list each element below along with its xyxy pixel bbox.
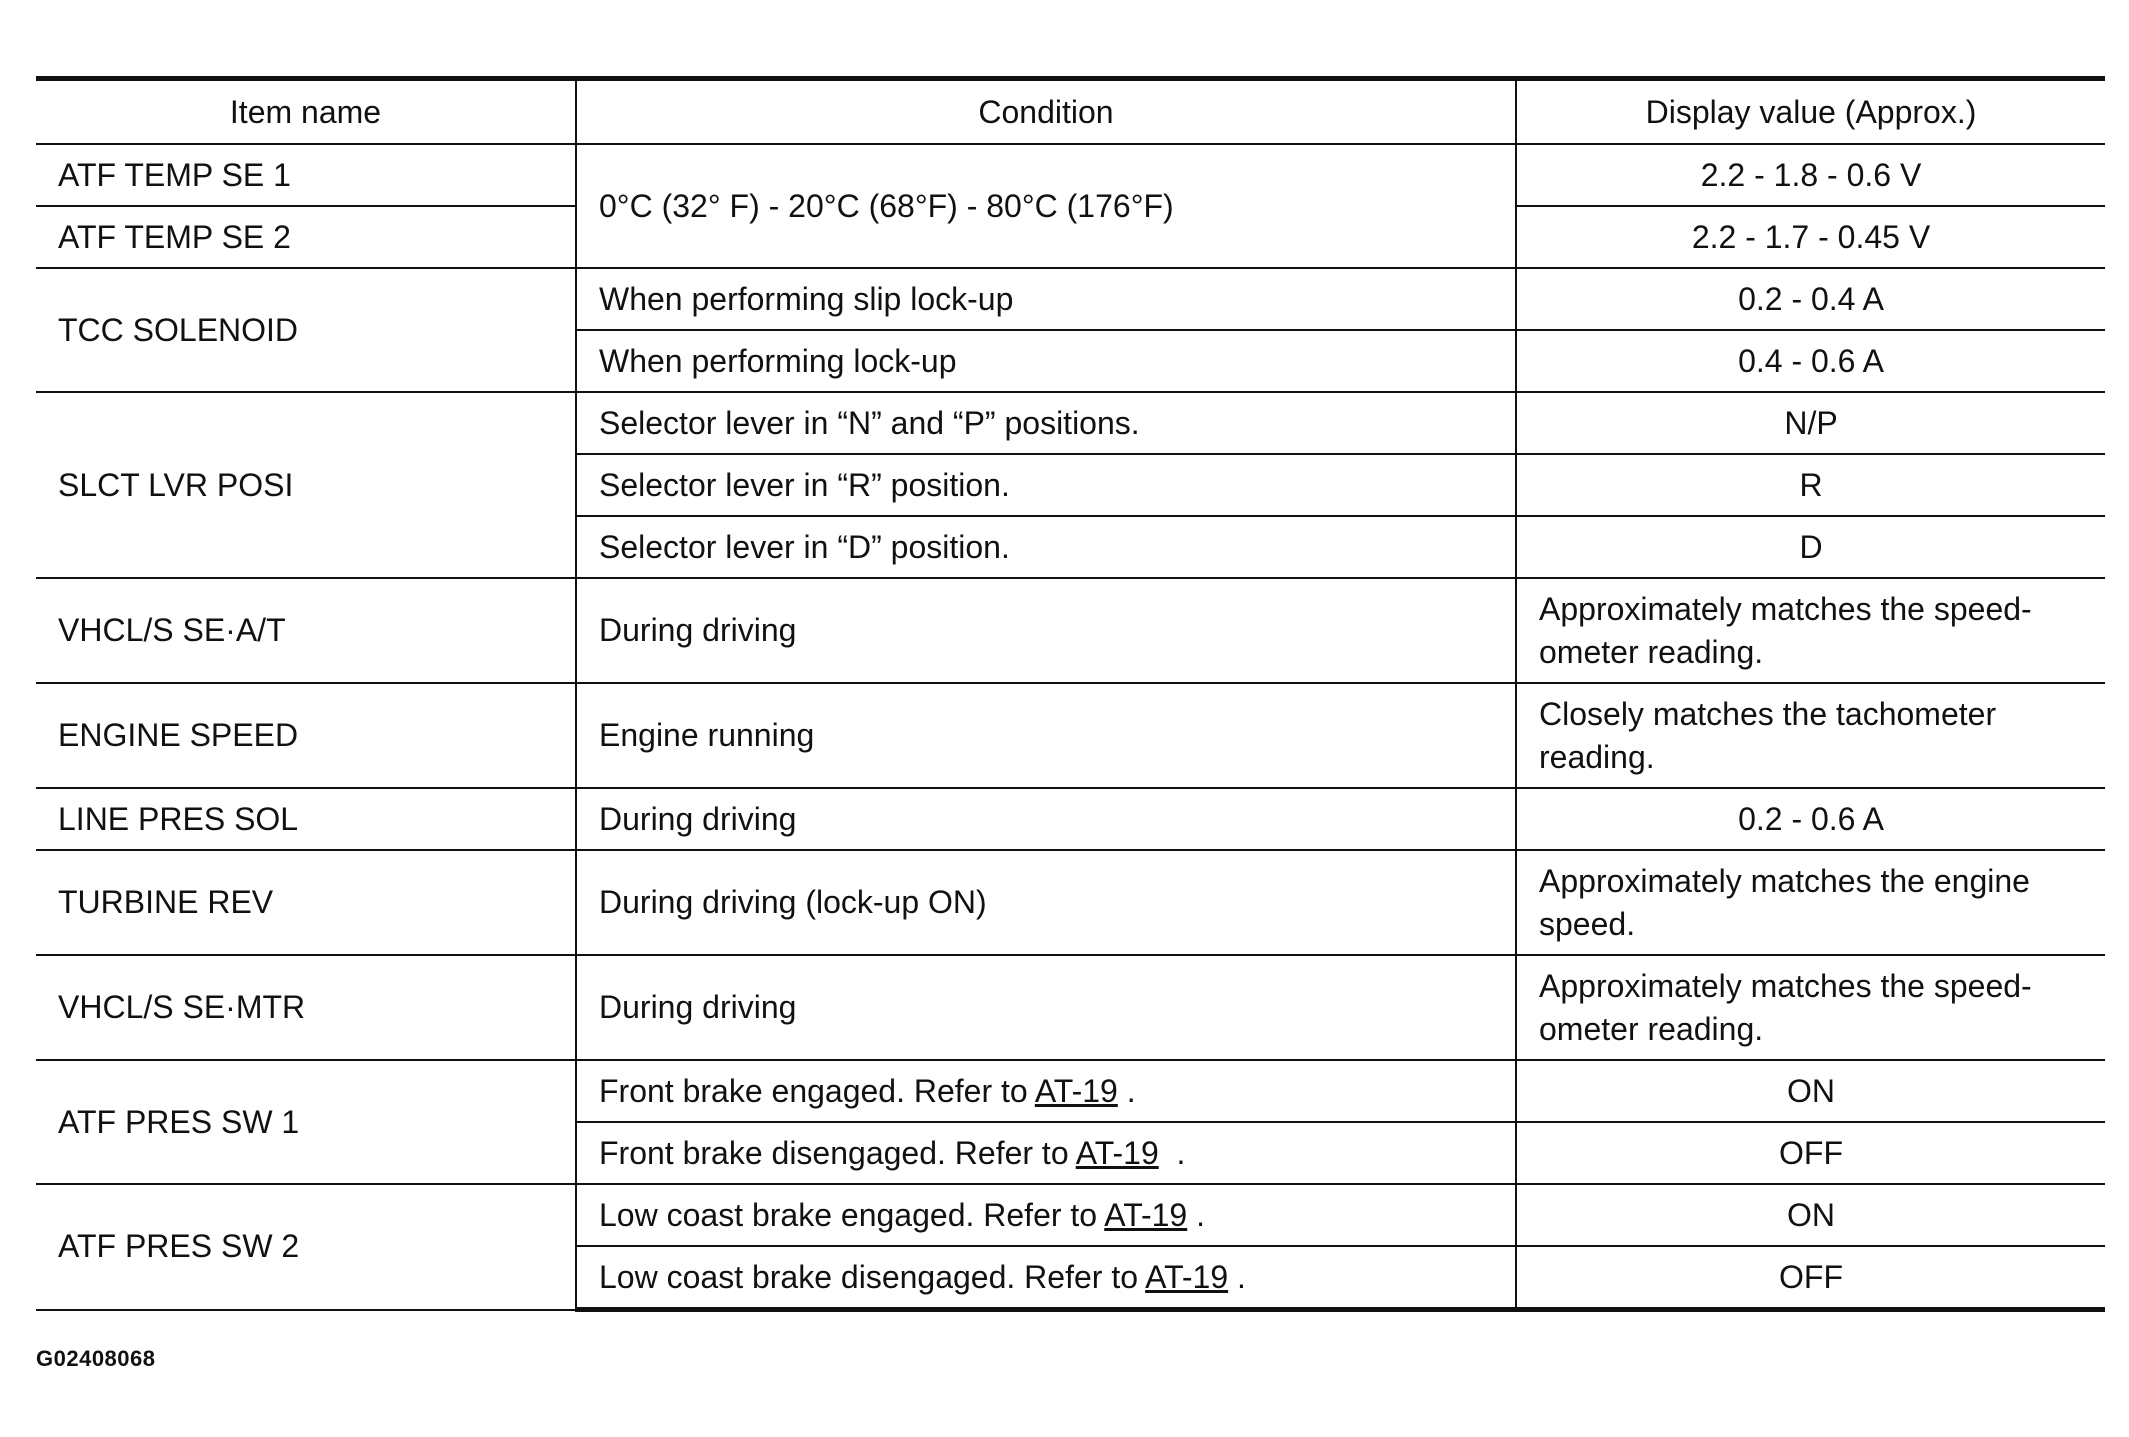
condition-during-driving: During driving	[576, 578, 1516, 683]
value-line: Approximately matches the speed-	[1539, 590, 2032, 627]
item-vhcl-s-se-at: VHCL/S SE·A/T	[36, 578, 576, 683]
table-row	[36, 144, 2105, 206]
at-19-reference-link[interactable]: AT-19	[1075, 1134, 1159, 1171]
value-off: OFF	[1516, 1246, 2105, 1310]
value-d: D	[1516, 516, 2105, 578]
condition-front-brake-engaged	[576, 1060, 1516, 1122]
value-speedometer-match	[1516, 578, 2105, 683]
value-line: Closely matches the tachometer	[1539, 695, 1997, 732]
table-row	[36, 850, 2105, 955]
condition-r-position: Selector lever in “R” position.	[576, 454, 1516, 516]
header-item-name: Item name	[36, 79, 576, 145]
value-on: ON	[1516, 1060, 2105, 1122]
condition-d-position: Selector lever in “D” position.	[576, 516, 1516, 578]
value-speedometer-match	[1516, 955, 2105, 1060]
value-line: reading.	[1539, 738, 1655, 775]
at-19-reference-link[interactable]: AT-19	[1104, 1196, 1188, 1233]
condition-tail: .	[1187, 1196, 1205, 1233]
item-atf-temp-se-1: ATF TEMP SE 1	[36, 144, 576, 206]
item-engine-speed: ENGINE SPEED	[36, 683, 576, 788]
condition-low-coast-brake-engaged	[576, 1184, 1516, 1246]
value-atf-temp-se-1: 2.2 - 1.8 - 0.6 V	[1516, 144, 2105, 206]
value-line-pres-current: 0.2 - 0.6 A	[1516, 788, 2105, 850]
condition-low-coast-brake-disengaged	[576, 1246, 1516, 1310]
at-19-reference-link[interactable]: AT-19	[1145, 1258, 1229, 1295]
condition-tail: .	[1158, 1134, 1186, 1171]
value-slip-lock-up: 0.2 - 0.4 A	[1516, 268, 2105, 330]
value-line: Approximately matches the speed-	[1539, 967, 2032, 1004]
value-r: R	[1516, 454, 2105, 516]
condition-lock-up: When performing lock-up	[576, 330, 1516, 392]
table-row	[36, 268, 2105, 330]
item-vhcl-s-se-mtr: VHCL/S SE·MTR	[36, 955, 576, 1060]
condition-text: Low coast brake engaged. Refer to	[599, 1196, 1105, 1233]
condition-engine-running: Engine running	[576, 683, 1516, 788]
value-line: ometer reading.	[1539, 1010, 1764, 1047]
figure-id-label: G02408068	[36, 1346, 156, 1371]
table-row	[36, 788, 2105, 850]
value-off: OFF	[1516, 1122, 2105, 1184]
table-row	[36, 1184, 2105, 1246]
condition-text: Front brake disengaged. Refer to	[599, 1134, 1076, 1171]
condition-during-driving: During driving	[576, 955, 1516, 1060]
value-atf-temp-se-2: 2.2 - 1.7 - 0.45 V	[1516, 206, 2105, 268]
value-line: Approximately matches the engine	[1539, 862, 2030, 899]
table-row	[36, 1060, 2105, 1122]
value-lock-up: 0.4 - 0.6 A	[1516, 330, 2105, 392]
table-row	[36, 392, 2105, 454]
spec-table-container	[36, 76, 2105, 1312]
condition-tail: .	[1228, 1258, 1246, 1295]
table-header-row	[36, 79, 2105, 145]
condition-text: Low coast brake disengaged. Refer to	[599, 1258, 1146, 1295]
header-condition: Condition	[576, 79, 1516, 145]
value-line: ometer reading.	[1539, 633, 1764, 670]
item-slct-lvr-posi: SLCT LVR POSI	[36, 392, 576, 578]
header-display-value: Display value (Approx.)	[1516, 79, 2105, 145]
table-row	[36, 578, 2105, 683]
item-turbine-rev: TURBINE REV	[36, 850, 576, 955]
value-on: ON	[1516, 1184, 2105, 1246]
condition-front-brake-disengaged	[576, 1122, 1516, 1184]
condition-slip-lock-up: When performing slip lock-up	[576, 268, 1516, 330]
monitor-item-table	[36, 76, 2105, 1312]
value-line: speed.	[1539, 905, 1636, 942]
item-tcc-solenoid: TCC SOLENOID	[36, 268, 576, 392]
condition-n-p-positions: Selector lever in “N” and “P” positions.	[576, 392, 1516, 454]
table-row	[36, 683, 2105, 788]
condition-text: Front brake engaged. Refer to	[599, 1072, 1035, 1109]
condition-atf-temp: 0°C (32° F) - 20°C (68°F) - 80°C (176°F)	[576, 144, 1516, 268]
at-19-reference-link[interactable]: AT-19	[1034, 1072, 1118, 1109]
condition-lock-up-on: During driving (lock-up ON)	[576, 850, 1516, 955]
item-atf-pres-sw-1: ATF PRES SW 1	[36, 1060, 576, 1184]
item-atf-pres-sw-2: ATF PRES SW 2	[36, 1184, 576, 1310]
item-atf-temp-se-2: ATF TEMP SE 2	[36, 206, 576, 268]
item-line-pres-sol: LINE PRES SOL	[36, 788, 576, 850]
value-engine-speed-match	[1516, 850, 2105, 955]
condition-during-driving: During driving	[576, 788, 1516, 850]
table-row	[36, 955, 2105, 1060]
value-tachometer-match	[1516, 683, 2105, 788]
value-n-p: N/P	[1516, 392, 2105, 454]
condition-tail: .	[1117, 1072, 1136, 1109]
